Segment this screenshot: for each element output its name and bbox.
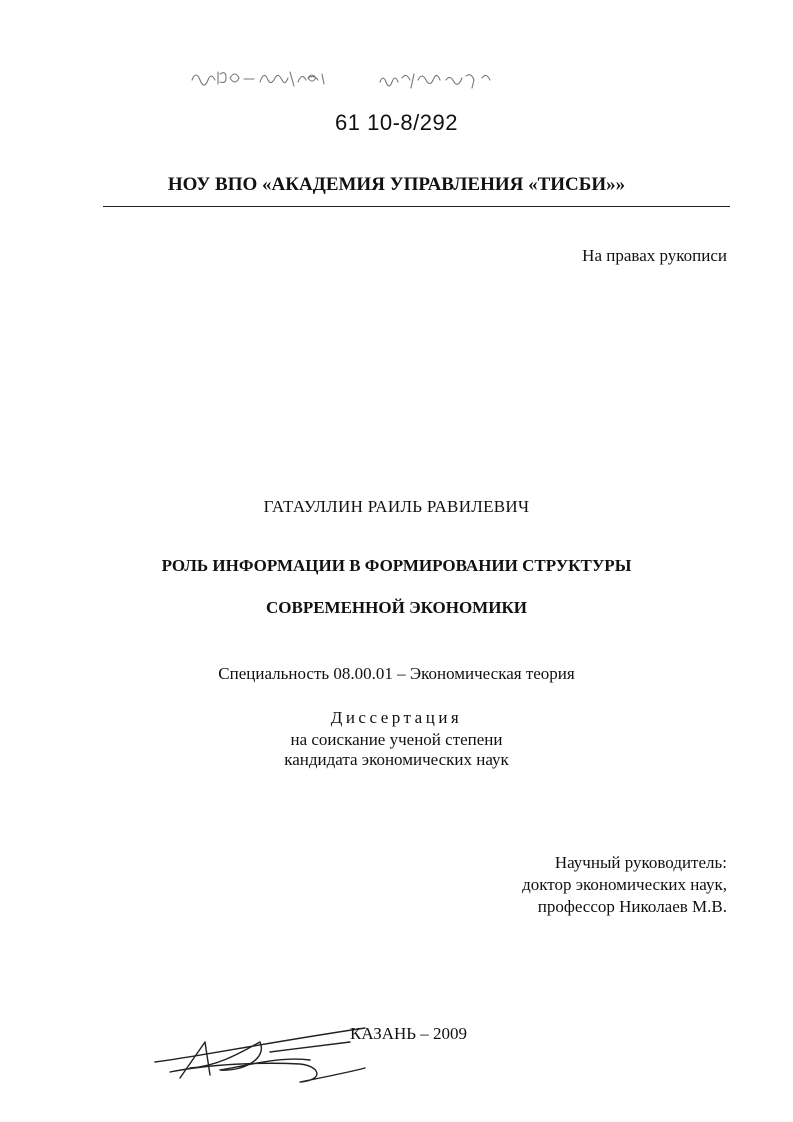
degree-line-1: на соискание ученой степени [290, 730, 503, 749]
specialty: Специальность 08.00.01 – Экономическая теория [218, 664, 575, 683]
author-name: ГАТАУЛЛИН РАИЛЬ РАВИЛЕВИЧ [263, 497, 530, 516]
manuscript-rights: На правах рукописи [582, 246, 727, 265]
supervisor-degree: доктор экономических наук, [522, 875, 727, 894]
degree-line-2: кандидата экономических наук [284, 750, 509, 769]
organization-name: НОУ ВПО «АКАДЕМИЯ УПРАВЛЕНИЯ «ТИСБИ»» [167, 174, 626, 195]
handwritten-note [190, 60, 510, 94]
city-year: КАЗАНЬ – 2009 [350, 1024, 468, 1043]
header-divider [103, 206, 730, 207]
signature [150, 1020, 380, 1090]
supervisor-label: Научный руководитель: [554, 853, 727, 872]
supervisor-name: профессор Николаев М.В. [537, 897, 727, 916]
title-line-1: РОЛЬ ИНФОРМАЦИИ В ФОРМИРОВАНИИ СТРУКТУРЫ [161, 556, 632, 575]
supervisor-block [522, 852, 727, 918]
dissertation-label: Диссертация [330, 708, 463, 727]
catalog-number: 61 10-8/292 [335, 110, 458, 135]
title-line-2: СОВРЕМЕННОЙ ЭКОНОМИКИ [265, 598, 527, 617]
